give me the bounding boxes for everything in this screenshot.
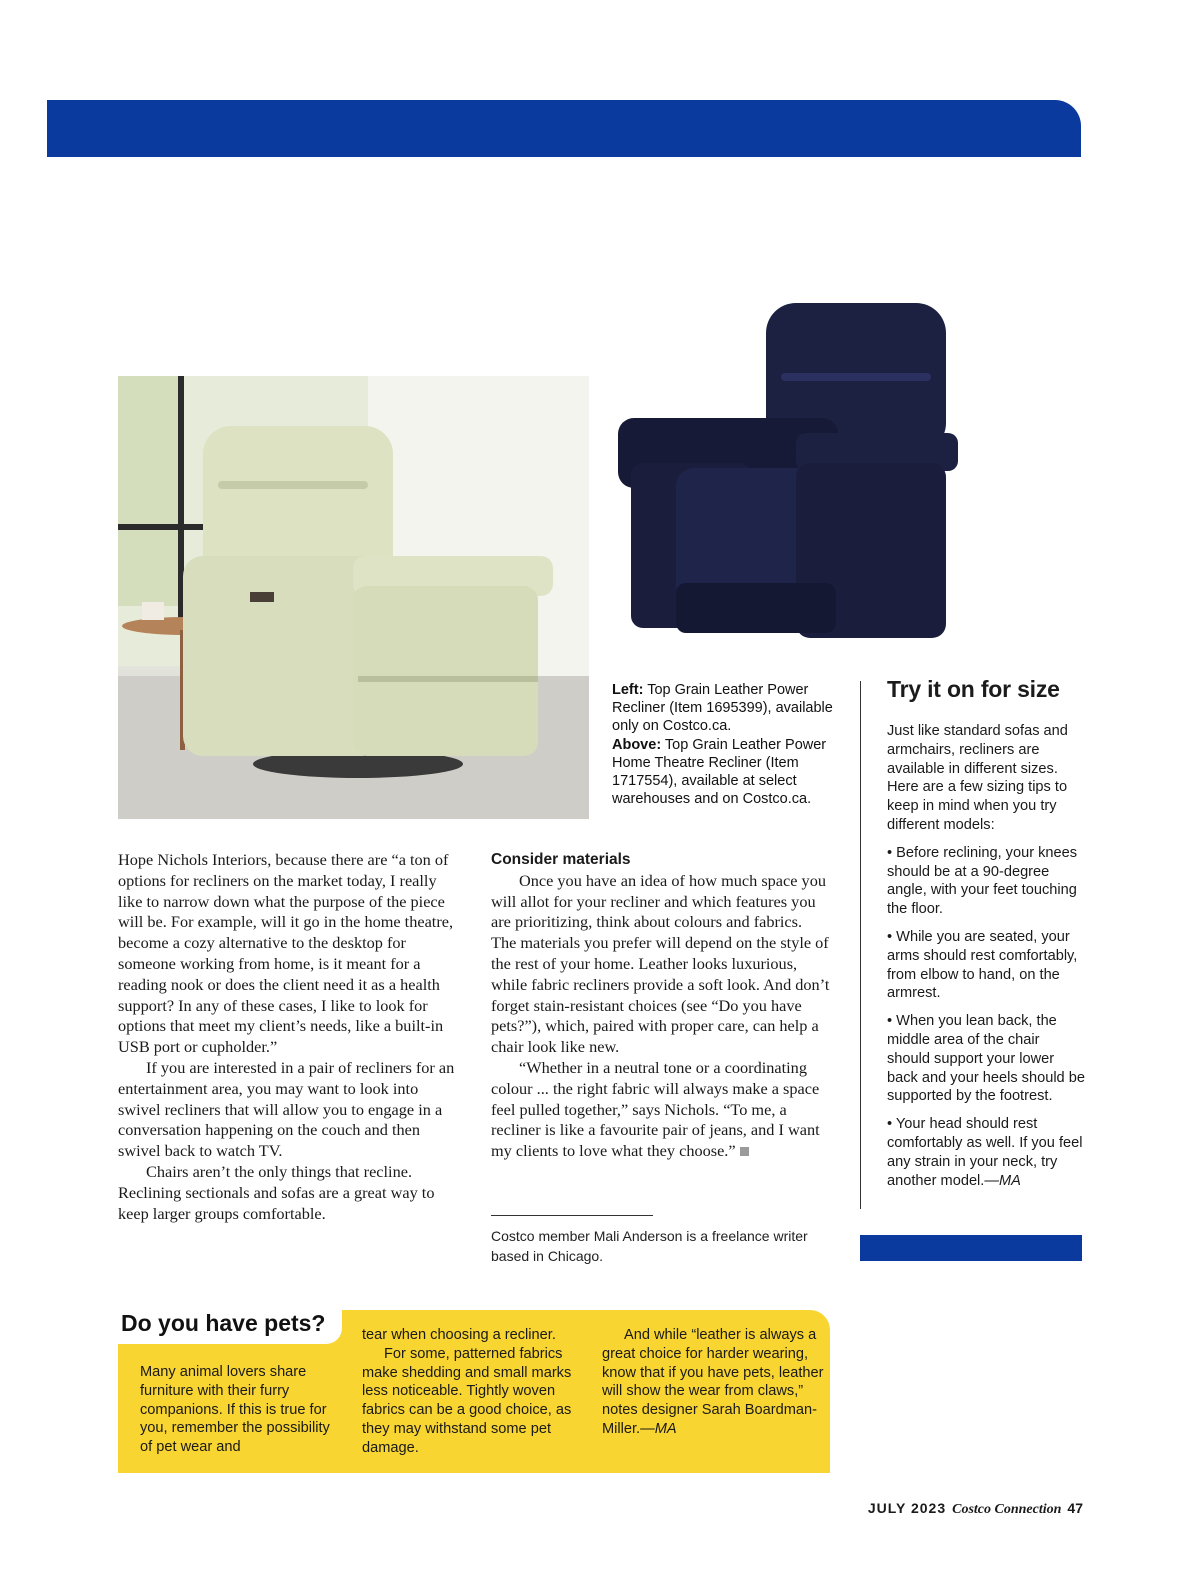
sidebar-tip-text: Your head should rest comfortably as well. If you feel any strain in your neck, try another model.	[887, 1116, 1083, 1189]
sidebar-tip-text: When you lean back, the middle area of the chair should support your lower back and your heels should be supported by the footrest.	[887, 1013, 1085, 1105]
bullet-icon: •	[887, 928, 897, 945]
sidebar-tip	[887, 844, 1085, 919]
pets-column-2	[362, 1326, 587, 1458]
right-recliner-photo	[616, 303, 962, 641]
page-number: 47	[1067, 1500, 1083, 1516]
col1-paragraph-3: Chairs aren’t the only things that recline. Reclining sectionals and sofas are a great way to keep larger groups comfortable.	[118, 1161, 435, 1223]
navy-recliner-illustration	[616, 303, 962, 641]
col2-paragraph-1: Once you have an idea of how much space you will allot for your recliner and which features you are prioritizing, think about colours and fabrics. The materials you prefer will depend on the style of the rest of your home. Leather looks luxurious, while fabric recliners provide a soft look. And don’t forget stain-resistant choices (see “Do you have pets?”), which, paired with proper care, can help a chair look like new.	[491, 870, 830, 1057]
pets-text-3	[602, 1326, 824, 1439]
sidebar-divider	[860, 681, 861, 1209]
sidebar-tip-text: Before reclining, your knees should be at a 90-degree angle, with your feet touching the floor.	[887, 844, 1078, 918]
article-column-1	[118, 850, 463, 1224]
pets-signature: —MA	[640, 1420, 677, 1437]
pets-text-3-body: And while “leather is always a great choice for harder wearing, know that if you have pets, leather will show the wear from claws,” notes designer Sarah Boardman-Miller.	[602, 1327, 824, 1437]
sidebar-signature: —MA	[984, 1172, 1021, 1189]
col2-paragraph-2	[491, 1058, 831, 1162]
page-folio	[850, 1500, 1083, 1518]
bullet-icon: •	[887, 844, 897, 861]
pets-column-1	[140, 1363, 340, 1457]
pets-text-1: Many animal lovers share furniture with their furry companions. If this is true for you, remember the possibility of pet wear and	[140, 1364, 330, 1456]
col1-paragraph-2: If you are interested in a pair of recliners for an entertainment area, you may want to look into swivel recliners that will allow you to engage in a conversation happening on the couch and then swivel back to watch TV.	[118, 1057, 455, 1161]
pets-text-2a: tear when choosing a recliner.	[362, 1327, 556, 1343]
pets-title: Do you have pets?	[121, 1310, 326, 1336]
caption-above-label: Above:	[612, 736, 662, 753]
consider-materials-subhead: Consider materials	[491, 851, 631, 868]
pets-text-2b: For some, patterned fabrics make shedding and small marks less noticeable. Tightly woven fabrics can be a good choice, as they may withstand some pet damage.	[362, 1345, 572, 1456]
caption-left-text: Top Grain Leather Power Recliner (Item 1695399), available only on Costco.ca.	[612, 682, 833, 735]
folio-month: JULY 2023	[867, 1500, 947, 1516]
sidebar-tip-text: While you are seated, your arms should rest comfortably, from elbow to hand, on the armrest.	[887, 928, 1078, 1002]
bullet-icon: •	[887, 1116, 896, 1133]
light-recliner-illustration	[118, 376, 589, 819]
sidebar-intro: Just like standard sofas and armchairs, recliners are available in different sizes. Here are a few sizing tips to keep in mind when you try different models:	[887, 723, 1068, 833]
end-mark-icon	[740, 1147, 749, 1156]
bio-divider	[491, 1215, 653, 1216]
sidebar-title: Try it on for size	[887, 676, 1060, 702]
author-bio: Costco member Mali Anderson is a freelance writer based in Chicago.	[491, 1228, 808, 1264]
pets-column-3	[602, 1326, 824, 1439]
folio-publication: Costco Connection	[952, 1502, 1062, 1517]
photo-caption	[612, 681, 837, 808]
caption-left-label: Left:	[612, 682, 644, 698]
sidebar-body	[887, 722, 1085, 1199]
col1-paragraph-1: Hope Nichols Interiors, because there are “a ton of options for recliners on the market today, I really like to narrow down what the purpose of the piece will be. For example, will it go in the home theatre, become a cozy alternative to the desktop for someone working from home, is it meant for a reading nook or does the client need it as a health support? In any of these cases, I like to look for options that meet my client’s needs, like a built-in USB port or cupholder.”	[118, 850, 454, 1057]
col2-paragraph-2-text: “Whether in a neutral tone or a coordinating colour ... the right fabric will always make a space feel pulled together,” says Nichols. “To me, a recliner is like a favourite pair of jeans, and I want my clients to love what they choose.”	[491, 1057, 820, 1161]
caption-above-text: Top Grain Leather Power Home Theatre Recliner (Item 1717554), available at select warehouses and on Costco.ca.	[612, 736, 827, 808]
bullet-icon: •	[887, 1013, 897, 1030]
sidebar-tip	[887, 1012, 1085, 1106]
sidebar-footer-bar	[860, 1235, 1082, 1261]
sidebar-tip	[887, 928, 1085, 1003]
article-column-2	[491, 850, 831, 1162]
left-recliner-photo	[118, 376, 589, 819]
sidebar-tip	[887, 1115, 1085, 1190]
header-banner	[47, 100, 1081, 157]
